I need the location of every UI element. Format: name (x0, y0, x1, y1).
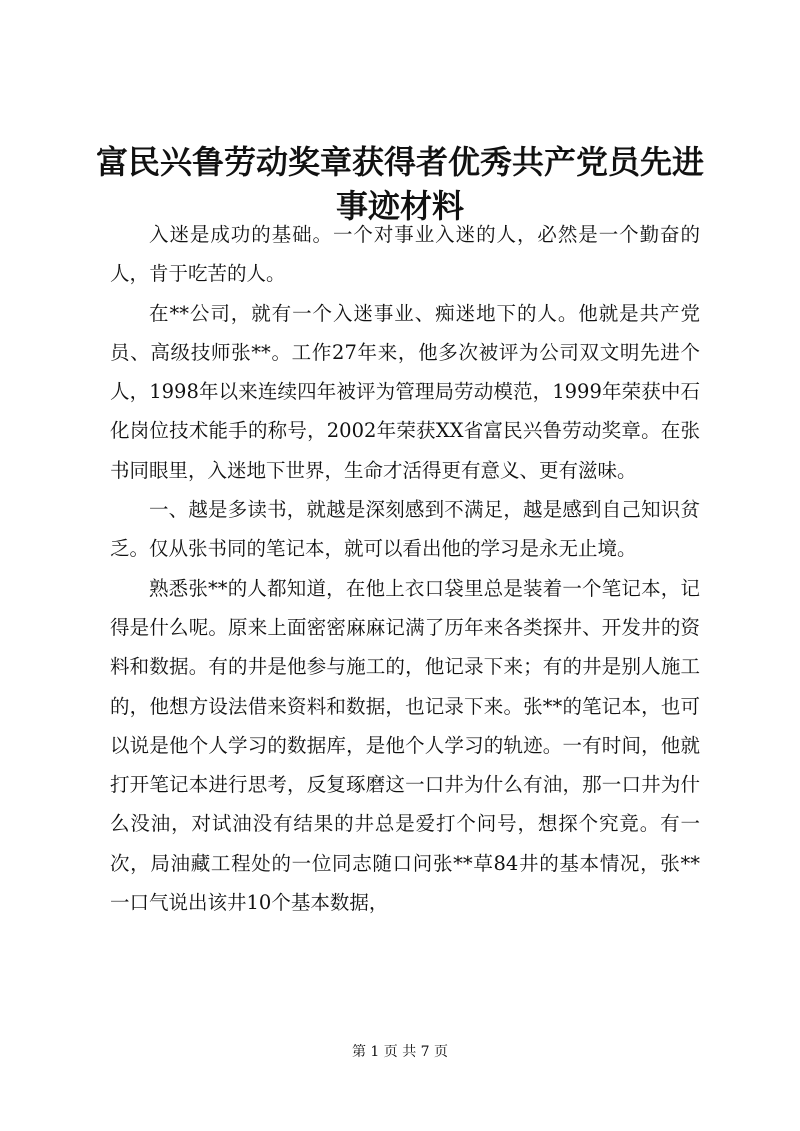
document-title: 富民兴鲁劳动奖章获得者优秀共产党员先进事迹材料 (96, 143, 705, 225)
paragraph: 一、越是多读书，就越是深刻感到不满足，越是感到自己知识贫乏。仅从张书同的笔记本，就可以看出他的学习是永无止境。 (110, 498, 700, 561)
paragraph: 在**公司，就有一个入迷事业、痴迷地下的人。他就是共产党员、高级技师张**。工作27年来，他多次被评为公司双文明先进个人，1998年以来连续四年被评为管理局劳动模范，1999年荣获中石化岗位技术能手的称号，2002年荣获XX省富民兴鲁劳动奖章。在张书同眼里，入迷地下世界，生命才活得更有意义、更有滋味。 (110, 301, 700, 482)
paragraph: 入迷是成功的基础。一个对事业入迷的人，必然是一个勤奋的人，肯于吃苦的人。 (110, 223, 700, 286)
paragraph: 熟悉张**的人都知道，在他上衣口袋里总是装着一个笔记本，记得是什么呢。原来上面密密麻麻记满了历年来各类探井、开发井的资料和数据。有的井是他参与施工的，他记录下来；有的井是别人施工的，他想方设法借来资料和数据，也记录下来。张**的笔记本，也可以说是他个人学习的数据库，是他个人学习的轨迹。一有时间，他就打开笔记本进行思考，反复琢磨这一口井为什么有油，那一口井为什么没油，对试油没有结果的井总是爱打个问号，想探个究竟。有一次，局油藏工程处的一位同志随口问张**草84井的基本情况，张**一口气说出该井10个基本数据， (110, 576, 700, 915)
page-number: 第 1 页 共 7 页 (351, 1044, 449, 1060)
document-body (110, 215, 700, 922)
page-footer (0, 1042, 800, 1062)
